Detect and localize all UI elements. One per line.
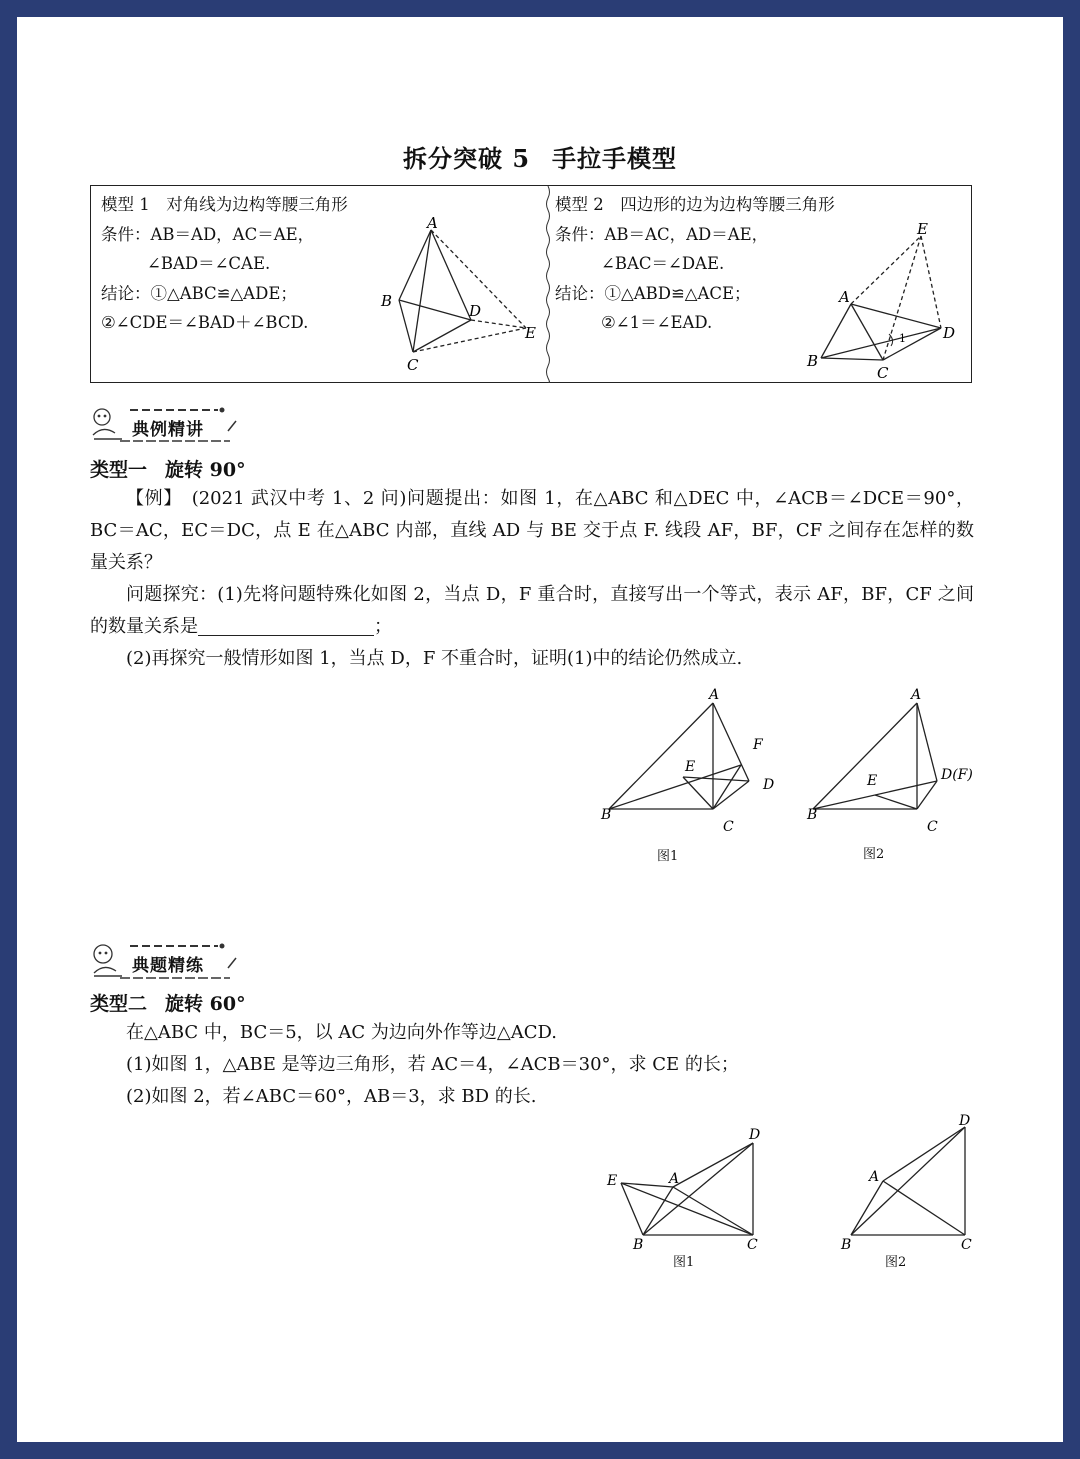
m1-label-c: C: [407, 356, 419, 374]
type1-heading: [90, 455, 246, 482]
ex2-label-b: B: [807, 807, 818, 823]
model2-condition-1: 条件：AB＝AC，AD＝AE，: [555, 224, 769, 244]
practice-figure-2-caption: 图2: [885, 1255, 907, 1270]
practice-question-2: (2)如图 2，若∠ABC＝60°，AB＝3，求 BD 的长.: [126, 1086, 537, 1107]
model1-conclusion-2: ②∠CDE＝∠BAD＋∠BCD.: [101, 313, 309, 332]
example-figure-2: [787, 685, 987, 835]
m2-label-b: B: [807, 352, 819, 370]
p1-label-a: A: [669, 1171, 680, 1187]
type2-heading: [90, 989, 246, 1016]
m2-label-d: D: [943, 324, 956, 342]
p1-label-d: D: [749, 1127, 761, 1143]
p2-label-b: B: [841, 1237, 852, 1253]
answer-blank[interactable]: [198, 615, 374, 636]
example-figure-1-caption: 图1: [657, 849, 679, 864]
model2-figure: [803, 220, 973, 382]
title-part2: 手拉手模型: [552, 144, 678, 173]
type2-title: 旋转 60°: [165, 993, 246, 1015]
m2-label-angle1: 1: [899, 332, 906, 345]
model1-heading: 模型 1 对角线为边构等腰三角形: [101, 195, 348, 214]
type1-title: 旋转 90°: [165, 459, 246, 481]
ex2-label-a: A: [911, 687, 922, 703]
example-statement: 【例】 (2021 武汉中考 1、2 问)问题提出：如图 1，在△ABC 和△DEC 中，∠ACB＝∠DCE＝90°，BC＝AC，EC＝DC，点 E 在△ABC 内部，直线 AD 与 BE 交于点 F. 线段 AF，BF，CF 之间存在怎样的数量关系？: [90, 488, 974, 573]
ex1-label-f: F: [753, 737, 763, 753]
practice-figure-1-caption: 图1: [673, 1255, 695, 1270]
m1-label-e: E: [525, 324, 536, 342]
example-figure-1: [583, 685, 773, 835]
model2-text: [555, 190, 835, 338]
example-problem: [90, 483, 974, 675]
p1-label-c: C: [747, 1237, 758, 1253]
p2-label-a: A: [869, 1169, 880, 1185]
page-title: [17, 139, 1063, 174]
model-box: [90, 185, 972, 383]
section-badge-practice: [90, 941, 240, 981]
ex2-label-e: E: [867, 773, 878, 789]
ex1-label-c: C: [723, 819, 734, 835]
p1-label-e: E: [607, 1173, 618, 1189]
m1-label-b: B: [381, 292, 393, 310]
m2-label-c: C: [877, 364, 889, 382]
type2-label: 类型二: [90, 993, 148, 1015]
practice-statement: 在△ABC 中，BC＝5，以 AC 为边向外作等边△ACD.: [126, 1022, 558, 1043]
example-q1-text: 问题探究：(1)先将问题特殊化如图 2，当点 D，F 重合时，直接写出一个等式，表示 AF，BF，CF 之间的数量关系是: [90, 584, 974, 637]
ex2-label-c: C: [927, 819, 938, 835]
model1-conclusion-1: 结论：①△ABC≌△ADE；: [101, 283, 297, 303]
model2-heading: 模型 2 四边形的边为边构等腰三角形: [555, 195, 835, 214]
ex1-label-e: E: [685, 759, 696, 775]
model2-conclusion-1: 结论：①△ABD≌△ACE；: [555, 283, 751, 303]
m2-label-e: E: [917, 220, 928, 238]
example-question-2: (2)再探究一般情形如图 1，当点 D，F 不重合时，证明(1)中的结论仍然成立.: [126, 648, 743, 669]
ex1-label-d: D: [763, 777, 775, 793]
model1-condition-1: 条件：AB＝AD，AC＝AE，: [101, 224, 315, 244]
m1-label-d: D: [469, 302, 482, 320]
m2-label-a: A: [839, 288, 850, 306]
title-part1: 拆分突破 5: [402, 144, 531, 173]
example-figure-2-caption: 图2: [863, 847, 885, 862]
practice-figure-2: [835, 1111, 985, 1253]
page: [17, 17, 1063, 1442]
p2-label-c: C: [961, 1237, 972, 1253]
p2-label-d: D: [959, 1113, 971, 1129]
practice-problem: [90, 1017, 974, 1113]
practice-question-1: (1)如图 1，△ABE 是等边三角形，若 AC＝4，∠ACB＝30°，求 CE 的长；: [126, 1054, 739, 1075]
p1-label-b: B: [633, 1237, 644, 1253]
example-q1-end: ；: [374, 616, 392, 637]
model2-condition-2: ∠BAC＝∠DAE.: [601, 254, 725, 273]
ex2-label-df: D(F): [941, 767, 973, 783]
box-divider: [545, 186, 551, 382]
ex1-label-a: A: [709, 687, 720, 703]
model1-figure: [371, 214, 541, 374]
model1-condition-2: ∠BAD＝∠CAE.: [147, 254, 271, 273]
practice-figure-1: [599, 1117, 769, 1253]
model2-conclusion-2: ②∠1＝∠EAD.: [601, 313, 713, 332]
section-badge-practice-label: 典题精练: [132, 956, 204, 976]
ex1-label-b: B: [601, 807, 612, 823]
m1-label-a: A: [427, 214, 438, 232]
example-question-1: [90, 579, 974, 643]
type1-label: 类型一: [90, 459, 148, 481]
section-badge-examples: [90, 405, 240, 445]
model1-text: [101, 190, 348, 338]
section-badge-examples-label: 典例精讲: [132, 420, 204, 440]
